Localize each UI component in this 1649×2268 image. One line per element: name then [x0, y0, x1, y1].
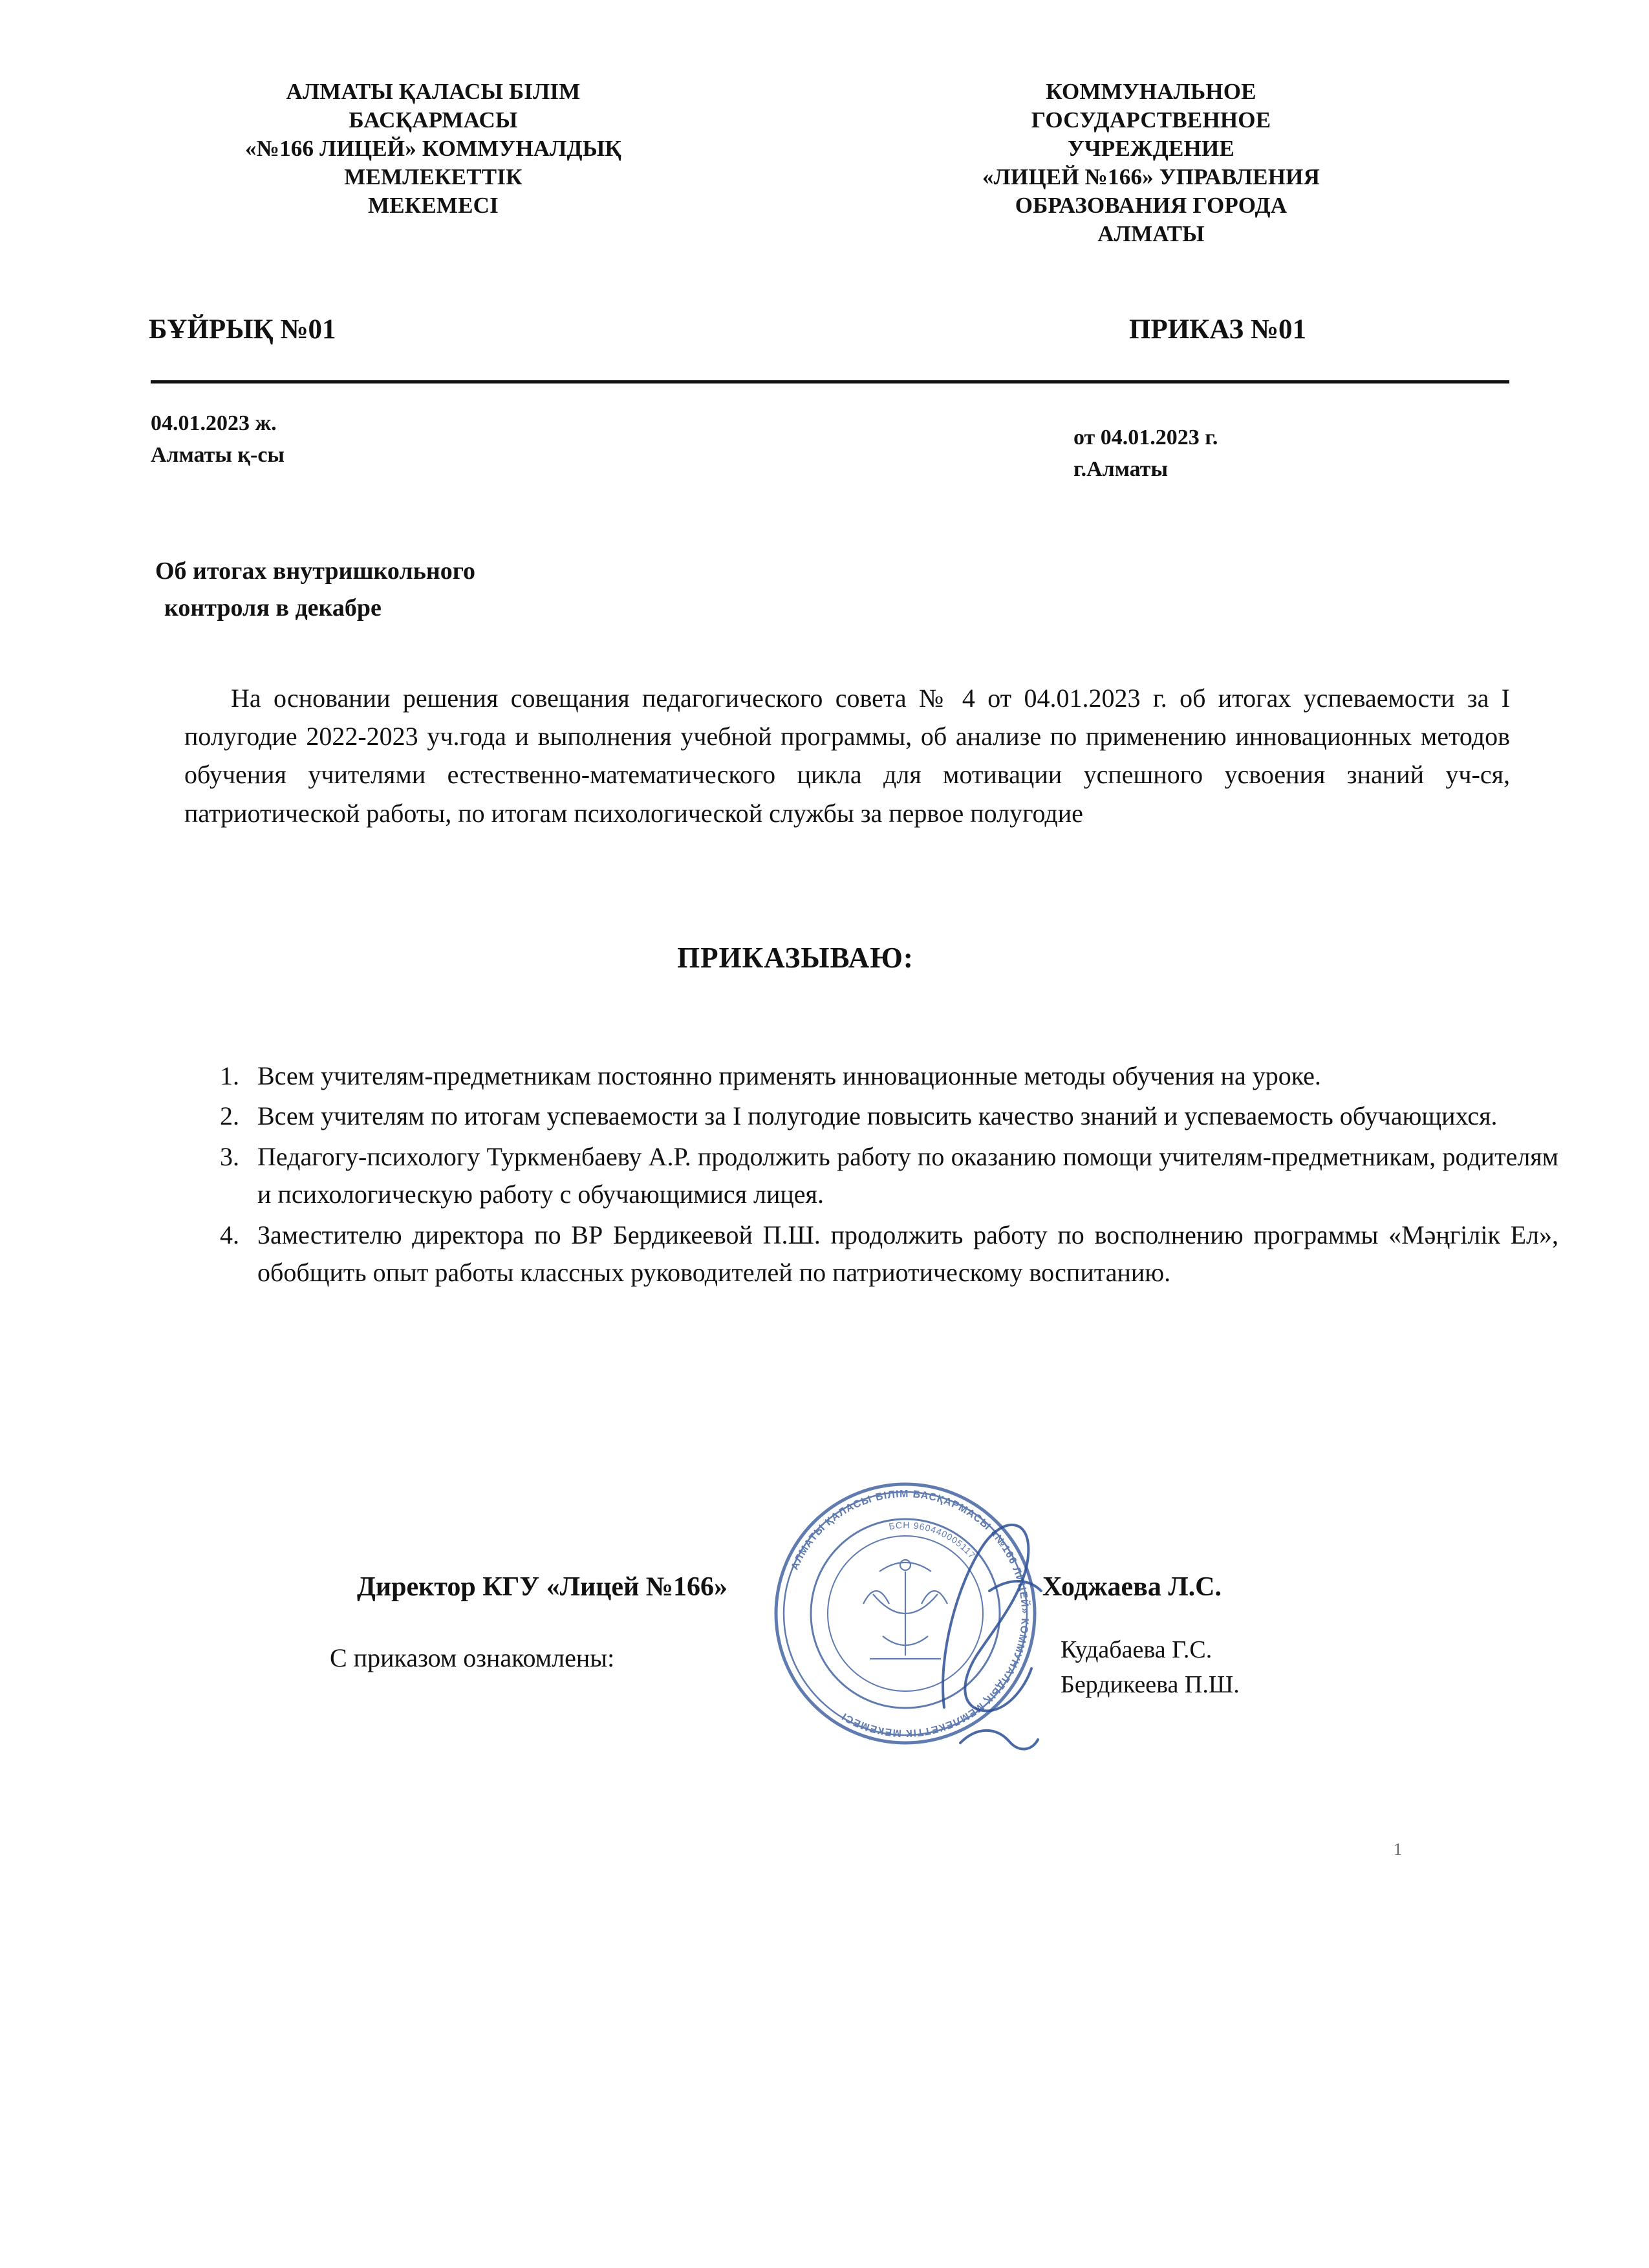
city-ru: г.Алматы: [1073, 457, 1169, 482]
header-kz-line-2: БАСҚАРМАСЫ: [349, 107, 518, 133]
header-kz-line-4: МЕМЛЕКЕТТІК: [344, 164, 523, 190]
svg-text:АЛМАТЫ ҚАЛАСЫ БІЛІМ БАСҚАРМАСЫ: АЛМАТЫ ҚАЛАСЫ БІЛІМ БАСҚАРМАСЫ «№166 ЛИЦЕЙ» КОММУНАЛДЫҚ МЕМЛЕКЕТТІК МЕКЕМЕСІ: [789, 1488, 1031, 1739]
order-number-ru: ПРИКАЗ №01: [1129, 314, 1306, 345]
header-ru-line-2: ГОСУДАРСТВЕННОЕ: [1031, 107, 1271, 133]
document-subject: [155, 553, 802, 627]
header-kz-line-5: МЕКЕМЕСІ: [368, 193, 499, 219]
official-stamp-icon: [766, 1474, 1044, 1753]
date-kz: 04.01.2023 ж.: [151, 411, 277, 435]
header-ru-line-1: КОММУНАЛЬНОЕ: [1046, 79, 1256, 104]
header-ru-line-6: АЛМАТЫ: [1097, 221, 1205, 247]
date-block-kz: [151, 407, 285, 471]
ack-name-1: Кудабаева Г.С.: [1061, 1636, 1212, 1663]
acknowledgement-names: [1061, 1633, 1240, 1703]
list-item: 3. Педагогу-психологу Туркменбаеву А.Р. продолжить работу по оказанию помощи учителям-предметникам, родителям и психологическую работу с обучающимися лицея.: [246, 1138, 1558, 1214]
date-block-ru: [1073, 422, 1218, 486]
header-kazakh-block: [149, 78, 718, 249]
order-number-kz: БҰЙРЫҚ №01: [149, 314, 336, 345]
header-ru-line-5: ОБРАЗОВАНИЯ ГОРОДА: [1015, 193, 1288, 219]
body-paragraph: На основании решения совещания педагогического совета № 4 от 04.01.2023 г. об итогах успеваемости за I полугодие 2022-2023 уч.года и выполнения учебной программы, об анализе по применению инновационных методов обучения учителями естественно-математического цикла для мотивации успешного усвоения знаний уч-ся, патриотической работы, по итогам психологической службы за первое полугодие: [184, 684, 1510, 828]
list-item: 2. Всем учителям по итогам успеваемости за I полугодие повысить качество знаний и успеваемость обучающихся.: [246, 1097, 1558, 1135]
acknowledgement-label: С приказом ознакомлены:: [330, 1643, 615, 1672]
director-title: Директор КГУ «Лицей №166»: [357, 1572, 727, 1602]
list-item: 4. Заместителю директора по ВР Бердикеевой П.Ш. продолжить работу по восполнению программы «Мәңгілік Ел», обобщить опыт работы классных руководителей по патриотическому воспитанию.: [246, 1216, 1558, 1292]
director-name: Ходжаева Л.С.: [1042, 1572, 1222, 1602]
decree-item-list: [200, 1057, 1558, 1294]
header-russian-block: [867, 78, 1436, 249]
header-kz-line-3: «№166 ЛИЦЕЙ» КОММУНАЛДЫҚ: [245, 136, 621, 162]
header-ru-line-4: «ЛИЦЕЙ №166» УПРАВЛЕНИЯ: [982, 164, 1320, 190]
page-number: 1: [1394, 1840, 1402, 1859]
list-item: 1. Всем учителям-предметникам постоянно применять инновационные методы обучения на уроке.: [246, 1057, 1558, 1095]
order-number-row: [0, 314, 1649, 345]
city-kz: Алматы қ-сы: [151, 443, 285, 468]
date-ru: от 04.01.2023 г.: [1073, 426, 1218, 449]
subject-line-2: контроля в декабре: [164, 594, 382, 621]
header-divider-rule: [151, 380, 1509, 383]
document-header: [0, 78, 1649, 249]
decree-heading: ПРИКАЗЫВАЮ:: [677, 942, 914, 974]
header-ru-line-3: УЧРЕЖДЕНИЕ: [1068, 136, 1234, 162]
header-kz-line-1: АЛМАТЫ ҚАЛАСЫ БІЛІМ: [286, 79, 581, 104]
ack-name-2: Бердикеева П.Ш.: [1061, 1670, 1240, 1698]
subject-line-1: Об итогах внутришкольного: [155, 557, 476, 585]
handwritten-signature: [899, 1494, 1106, 1766]
svg-text:БСН 960440005117: БСН 960440005117: [888, 1519, 978, 1561]
